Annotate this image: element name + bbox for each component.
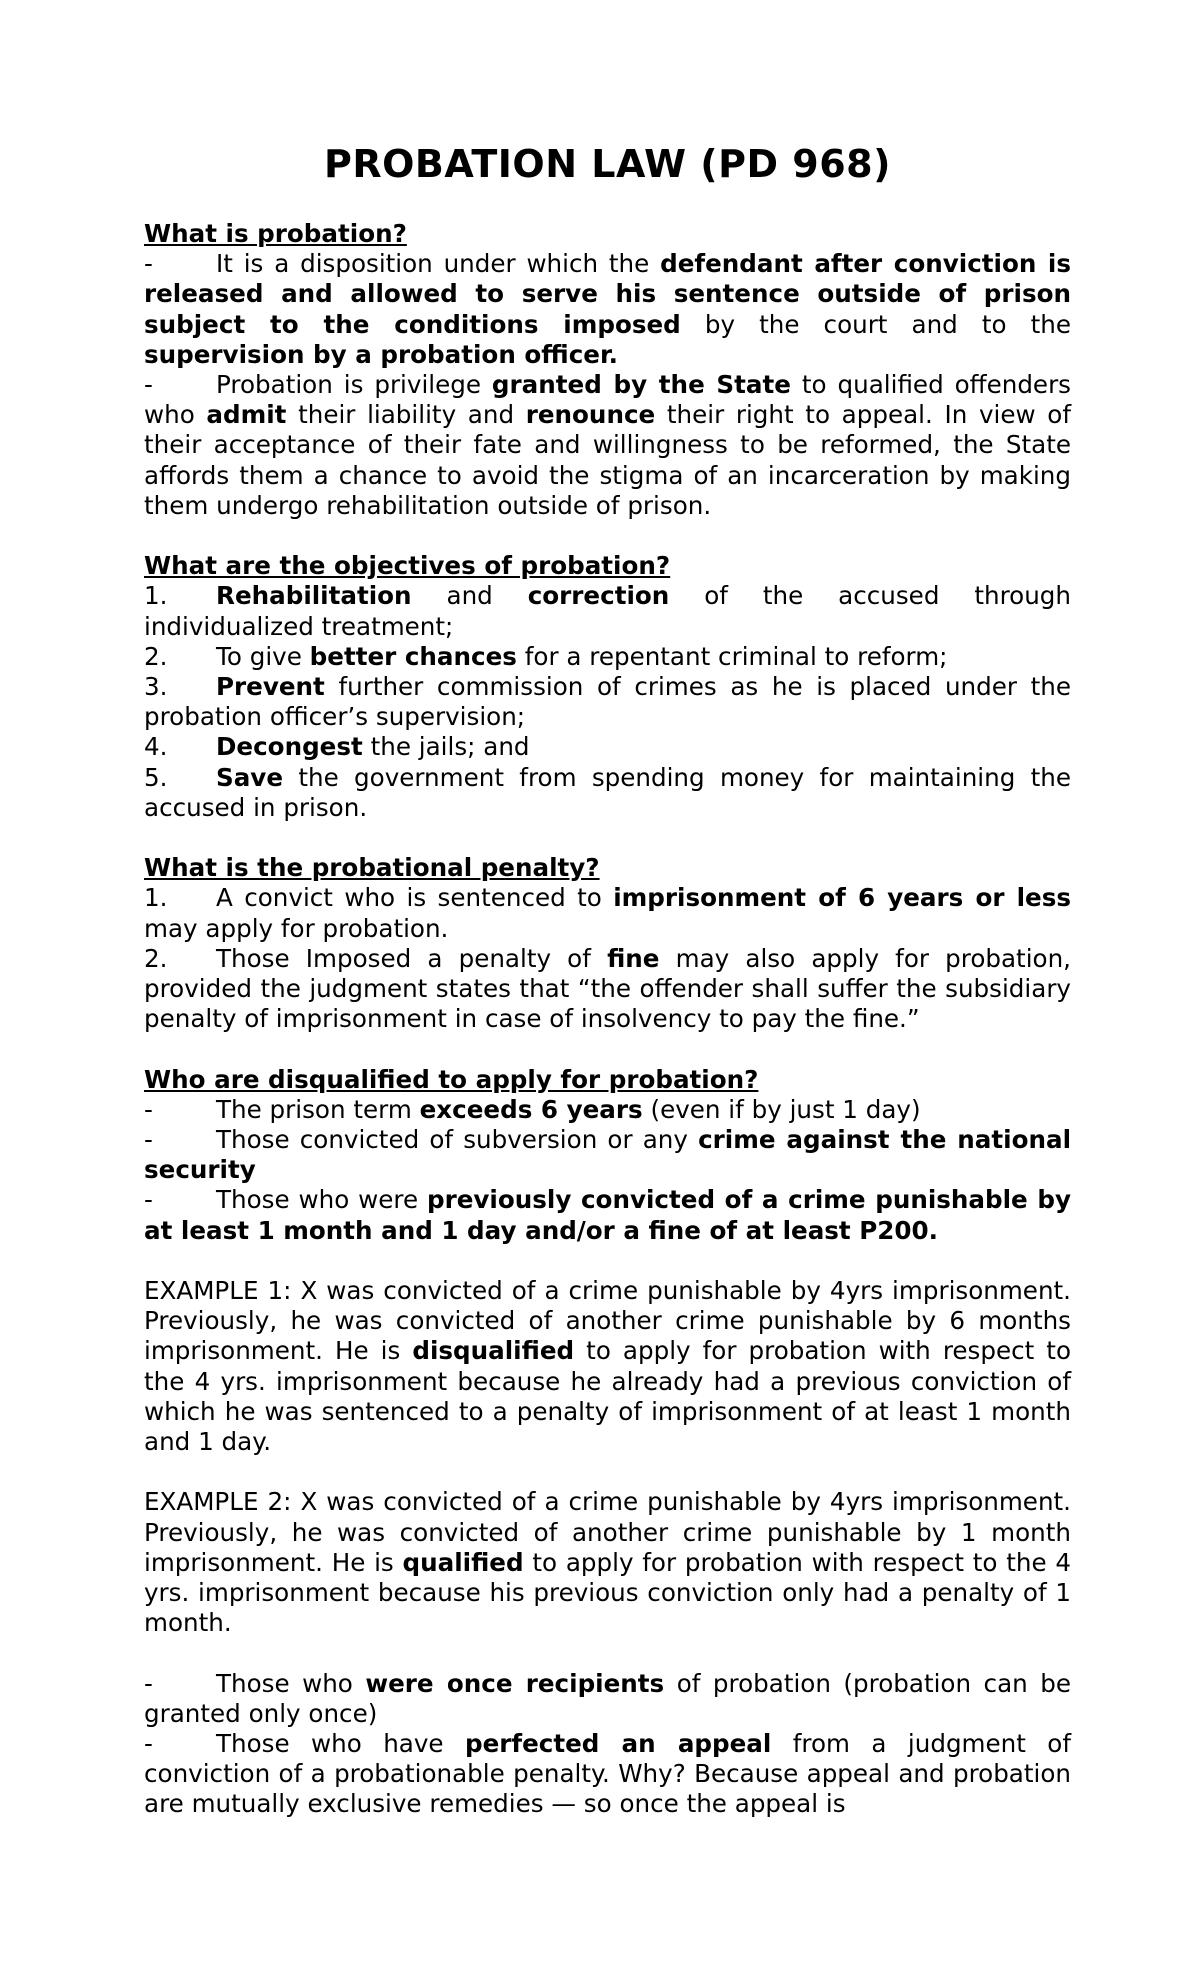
- bullet-marker: -: [144, 1185, 153, 1215]
- bold-text: were once recipients: [365, 1668, 665, 1698]
- bullet-item: [144, 1669, 1071, 1729]
- text-run: The prison term: [216, 1094, 420, 1124]
- bullet-marker: -: [144, 1125, 153, 1155]
- number-marker: 1.: [144, 581, 168, 611]
- bold-text: renounce: [525, 400, 656, 430]
- text-run: may also apply for probation, provided the judgment states that “the offender shall suffer the subsidiary penalty of imprisonment in case of insolvency to pay the fine.”: [144, 943, 1071, 1034]
- example-paragraph-1: [144, 1276, 1071, 1457]
- bullet-item: [144, 249, 1071, 370]
- bullet-item: [144, 1125, 1071, 1185]
- number-marker: 3.: [144, 672, 168, 702]
- text-run: (even if by just 1 day): [642, 1094, 921, 1124]
- bold-text: crime against the national security: [144, 1125, 1072, 1185]
- text-run: to qualified offenders who: [144, 370, 1071, 430]
- number-marker: 1.: [144, 883, 168, 913]
- text-run: further commission of crimes as he is placed under the probation officer’s supervision;: [144, 672, 1071, 732]
- text-run: may apply for probation.: [144, 913, 449, 943]
- bold-text: Rehabilitation: [216, 581, 412, 611]
- bold-text: defendant after conviction is released and allowed to serve his sentence outside of prison subject to the conditions imposed: [144, 249, 1072, 339]
- section-heading-objectives: What are the objectives of probation?: [144, 551, 671, 581]
- bullet-marker: -: [144, 1668, 153, 1698]
- text-run: of the accused through individualized treatment;: [144, 581, 1071, 641]
- bold-text: correction: [527, 581, 670, 611]
- bold-text: Prevent: [216, 672, 325, 702]
- bullet-item: [144, 370, 1071, 521]
- spacer: [144, 1638, 1071, 1668]
- numbered-item: [144, 642, 1071, 672]
- number-marker: 2.: [144, 641, 168, 671]
- document-body: [144, 142, 1071, 1820]
- numbered-item: [144, 672, 1071, 732]
- text-run: A convict who is sentenced to: [216, 883, 614, 913]
- text-run: from a judgment of conviction of a probationable penalty. Why? Because appeal and probation are mutually exclusive remedies — so once the appeal is: [144, 1729, 1072, 1819]
- text-run: to apply for probation with respect to the 4 yrs. imprisonment because he already had a previous conviction of which he was sentenced to a penalty of imprisonment of at least 1 month and 1 day.: [144, 1336, 1071, 1457]
- bold-text: perfected an appeal: [464, 1729, 772, 1759]
- text-run: for a repentant criminal to reform;: [516, 641, 948, 671]
- text-run: EXAMPLE 1: X was convicted of a crime punishable by 4yrs imprisonment. Previously, he was convicted of another crime punishable by 6 months imprisonment. He is: [144, 1276, 1071, 1366]
- bullet-marker: -: [144, 370, 153, 400]
- text-run: Probation is privilege: [216, 370, 492, 400]
- bold-text: qualified: [402, 1547, 524, 1577]
- bold-text: previously convicted of a crime punishable by at least 1 month and 1 day and/or a fine of at least P200.: [144, 1185, 1071, 1245]
- text-run: the jails; and: [362, 732, 530, 762]
- bold-text: exceeds 6 years: [419, 1094, 643, 1124]
- bullet-marker: -: [144, 1729, 153, 1759]
- bullet-item: [144, 1095, 1071, 1125]
- bullet-marker: -: [144, 249, 153, 279]
- text-run: by the court and to the: [680, 309, 1071, 339]
- bold-text: Decongest: [216, 732, 363, 762]
- number-marker: 4.: [144, 732, 168, 762]
- spacer: [144, 521, 1071, 551]
- bold-text: imprisonment of 6 years or less: [613, 883, 1072, 913]
- number-marker: 2.: [144, 943, 168, 973]
- bullet-marker: -: [144, 1094, 153, 1124]
- text-run: Those convicted of subversion or any: [216, 1125, 699, 1155]
- numbered-item: [144, 883, 1071, 943]
- page-title: PROBATION LAW (PD 968): [324, 142, 891, 186]
- bold-text: admit: [206, 400, 287, 430]
- bullet-item: [144, 1185, 1071, 1245]
- numbered-item: [144, 732, 1071, 762]
- spacer: [144, 823, 1071, 853]
- bold-text: disqualified: [412, 1336, 575, 1366]
- spacer: [144, 1246, 1071, 1276]
- text-run: It is a disposition under which the: [216, 249, 661, 279]
- example-paragraph-2: [144, 1487, 1071, 1638]
- numbered-item: [144, 763, 1071, 823]
- text-run: Those who: [216, 1668, 366, 1698]
- text-run: their right to appeal. In view of their acceptance of their fate and willingness to be reformed, the State affords them a chance to avoid the stigma of an incarceration by making them undergo rehabilitation outside of prison.: [144, 400, 1071, 520]
- text-run: Those who were: [216, 1185, 427, 1215]
- bold-text: granted by the State: [491, 370, 791, 400]
- spacer: [144, 1457, 1071, 1487]
- bold-text: supervision by a probation officer.: [144, 339, 618, 369]
- numbered-item: [144, 944, 1071, 1035]
- number-marker: 5.: [144, 762, 168, 792]
- spacer: [144, 1034, 1071, 1064]
- bold-text: Save: [216, 762, 284, 792]
- text-run: EXAMPLE 2: X was convicted of a crime punishable by 4yrs imprisonment. Previously, he was convicted of another crime punishable by 1 month imprisonment. He is: [144, 1487, 1071, 1577]
- numbered-item: [144, 581, 1071, 641]
- text-run: of probation (probation can be granted only once): [144, 1668, 1071, 1728]
- text-run: the government from spending money for maintaining the accused in prison.: [144, 762, 1071, 822]
- bold-text: better chances: [309, 641, 517, 671]
- section-heading-probational-penalty: What is the probational penalty?: [144, 853, 600, 883]
- bold-text: fine: [607, 943, 660, 973]
- section-heading-disqualified: Who are disqualified to apply for probation?: [144, 1064, 759, 1094]
- section-heading-what-is-probation: What is probation?: [144, 219, 407, 248]
- bullet-item: [144, 1729, 1071, 1820]
- text-run: their liability and: [286, 400, 526, 430]
- text-run: to apply for probation with respect to the 4 yrs. imprisonment because his previous conviction only had a penalty of 1 month.: [144, 1547, 1071, 1638]
- text-run: Those who have: [216, 1729, 465, 1759]
- text-run: Those Imposed a penalty of: [216, 943, 608, 973]
- text-run: To give: [216, 641, 310, 671]
- text-run: and: [411, 581, 528, 611]
